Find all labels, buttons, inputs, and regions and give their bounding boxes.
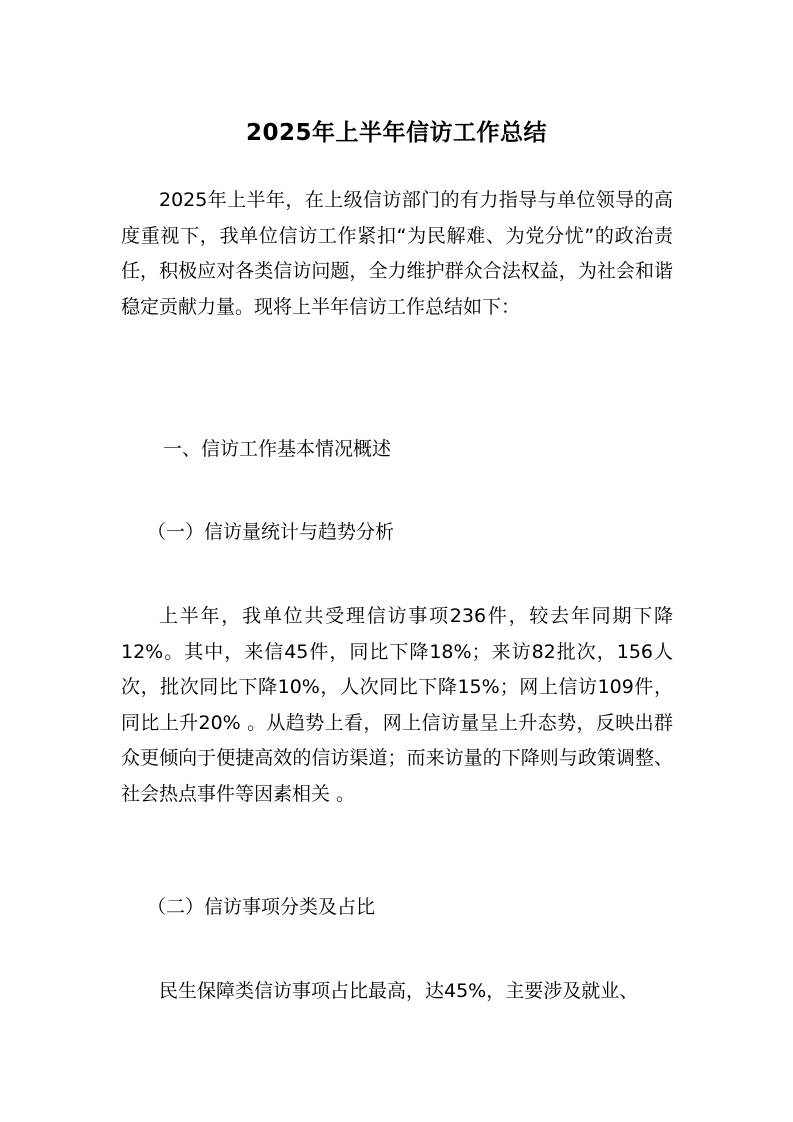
subsection-heading-classification: （二）信访事项分类及占比 (147, 896, 376, 918)
document-title: 2025年上半年信访工作总结 (245, 120, 547, 147)
classification-paragraph: 民生保障类信访事项占比最高，达45%，主要涉及就业、 (159, 980, 639, 1002)
statistics-paragraph: 上半年，我单位共受理信访事项236件，较去年同期下降12%。其中，来信45件，同比下降18%；来访82批次，156人次，批次同比下降10%，人次同比下降15%；网上信访109件，同比上升20% 。从趋势上看，网上信访量呈上升态势，反映出群众更倾向于便捷高效的信访渠道；而来访量的下降则与政策调整、社会热点事件等因素相关 。 (121, 605, 673, 805)
intro-paragraph: 2025年上半年，在上级信访部门的有力指导与单位领导的高度重视下，我单位信访工作紧扣“为民解难、为党分忧”的政治责任，积极应对各类信访问题，全力维护群众合法权益，为社会和谐稳定贡献力量。现将上半年信访工作总结如下： (121, 189, 673, 318)
subsection-heading-statistics: （一）信访量统计与趋势分析 (147, 521, 395, 543)
section-heading-overview: 一、信访工作基本情况概述 (163, 438, 392, 460)
